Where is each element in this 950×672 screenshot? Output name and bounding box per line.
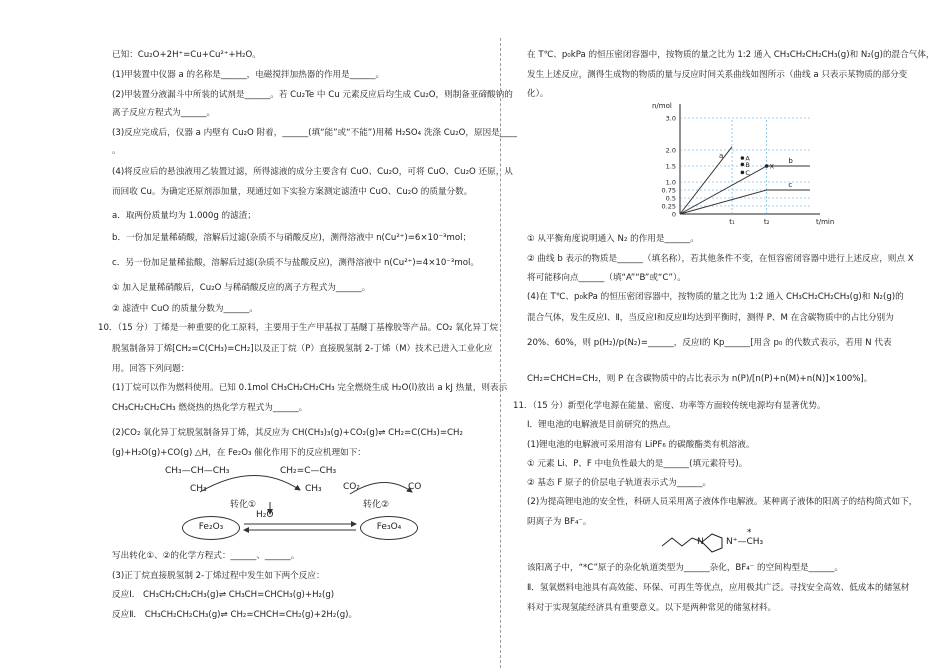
curve-label-c: c — [788, 181, 793, 189]
y-tick-label-5: 1.5 — [665, 162, 676, 171]
point-A — [741, 156, 745, 160]
r-intro-3: 化）。 — [527, 89, 549, 99]
column-divider — [500, 38, 501, 668]
isobutane-branch: CH₃ — [190, 484, 207, 494]
water-label: H₂O — [256, 510, 274, 520]
r-intro-2: 发生上述反应，测得生成物的物质的量与反应时间关系曲线如图所示（曲线 a 只表示某物质的部分变 — [527, 70, 908, 80]
mechanism-arrows — [160, 462, 460, 542]
series-c — [680, 190, 810, 214]
star-carbon-marker: * — [747, 528, 752, 538]
mechanism-diagram — [160, 462, 460, 542]
curve-label-b: b — [788, 157, 793, 165]
problem-11-q1b: ② 基态 F 原子的价层电子轨道表示式为______。 — [527, 478, 712, 488]
r-q2: ② 曲线 b 表示的物质是______（填名称），若其他条件不变，在恒容密闭容器中进行上述反应，则点 X — [527, 254, 914, 264]
y-tick-label-0: 0 — [671, 210, 676, 219]
question-3-cont: 。 — [112, 146, 121, 156]
question-4: (4)将反应后的悬浊液用乙装置过滤，所得滤液的成分主要含有 CuO、Cu₂O，可将 CuO、Cu₂O 还原，从 — [112, 167, 513, 177]
x-tick-label-0: t₁ — [729, 218, 735, 226]
y-tick-label-1: 0.25 — [661, 202, 676, 211]
y-tick-label-7: 3.0 — [665, 114, 676, 123]
ionic-liquid-structure — [660, 528, 800, 558]
isobutene-branch: CH₃ — [305, 484, 322, 494]
sub-question-2: ② 滤渣中 CuO 的质量分数为______。 — [112, 304, 258, 314]
question-4-cont: 而回收 Cu。为确定还原剂添加量，现通过如下实验方案测定滤渣中 CuO、Cu₂O 的质量分数。 — [112, 187, 473, 197]
problem-11-q2-cont: 阴离子为 BF₄⁻。 — [527, 517, 592, 527]
isobutene-formula: CH₂=C—CH₃ — [280, 466, 337, 476]
r-q2-cont: 将可能移向点______（填“A”“B”或“C”）。 — [527, 273, 686, 283]
r-q4-formula: CH₂=CHCH=CH₂，则 P 在含碳物质中的占比表示为 n(P)/[n(P)+n(M)+n(N)]×100%]。 — [527, 374, 873, 384]
point-label-A: A — [745, 154, 750, 163]
y-tick-label-6: 2.0 — [665, 146, 676, 155]
problem-11-title: 11．（15 分）新型化学电源在能量、密度、功率等方面较传统电源均有显著优势。 — [513, 401, 826, 411]
problem-10-q3: (3)正丁烷直接脱氢制 2-丁烯过程中发生如下两个反应： — [112, 571, 325, 581]
question-3: (3)反应完成后，仪器 a 内壁有 Cu₂O 附着，______(填“能”或“不能”)用稀 H₂SO₄ 洗涤 Cu₂O，原因是____ — [112, 128, 517, 138]
problem-10-q1: (1)丁烷可以作为燃料使用。已知 0.1mol CH₃CH₂CH₂CH₃ 完全燃烧生成 H₂O(l)放出 a kJ 热量，则表示 — [112, 383, 508, 393]
problem-10-q2-task: 写出转化①、②的化学方程式：______、______。 — [112, 551, 300, 561]
point-label-C: C — [745, 168, 750, 177]
r-intro: 在 T℃、p₀kPa 的恒压密闭容器中，按物质的量之比为 1:2 通入 CH₃CH₂CH₂CH₃(g)和 N₂(g)的混合气体， — [527, 50, 935, 60]
co-label: CO — [408, 482, 422, 492]
series-a — [680, 147, 732, 214]
problem-11-q1a: ① 元素 Li、P、F 中电负性最大的是______(填元素符号)。 — [527, 459, 748, 469]
co2-label: CO₂ — [343, 482, 360, 492]
amount-time-graph — [635, 100, 835, 230]
point-X — [765, 164, 769, 168]
problem-11-part1: Ⅰ．锂电池的电解液是目前研究的热点。 — [527, 420, 676, 430]
question-2-cont: 离子反应方程式为______。 — [112, 108, 216, 118]
isobutane-formula: CH₃—CH—CH₃ — [165, 466, 230, 476]
problem-10-q2-cont: (g)+H₂O(g)+CO(g) △H，在 Fe₂O₃ 催化作用下的反应机理如下： — [112, 448, 366, 458]
problem-10-q1-cont: CH₃CH₂CH₂CH₃ 燃烧热的热化学方程式为______。 — [112, 403, 308, 413]
reaction-2: 反应Ⅱ． CH₃CH₂CH₂CH₃(g)⇌ CH₂=CHCH=CH₂(g)+2H₂(g)。 — [112, 610, 358, 620]
problem-11-part2: Ⅱ．氢氧燃料电池具有高效能、环保、可再生等优点，应用极其广泛。寻找安全高效、低成本的储氢材 — [527, 583, 910, 593]
ring-nitrogen: N — [697, 537, 704, 547]
x-tick-label-1: t₂ — [763, 218, 770, 226]
sub-question-1: ① 加入足量稀硝酸后，Cu₂O 与稀硝酸反应的离子方程式为______。 — [112, 283, 371, 293]
oxide-fe3o4: Fe₃O₄ — [360, 516, 418, 540]
problem-10-title: 10．（15 分）丁烯是一种重要的化工原料，主要用于生产甲基叔丁基醚丁基橡胶等产品。CO₂ 氧化异丁烷 — [98, 323, 499, 333]
oxide-fe2o3: Fe₂O₃ — [182, 516, 240, 540]
point-label-B: B — [745, 160, 750, 169]
step2-label: 转化② — [363, 500, 390, 510]
problem-11-q2: (2)为提高锂电池的安全性，科研人员采用离子液体作电解液。某种离子液体的阳离子的结构简式如下， — [527, 497, 918, 507]
point-B — [741, 163, 745, 167]
reaction-1: 反应Ⅰ． CH₃CH₂CH₂CH₃(g)⇌ CH₃CH=CHCH₃(g)+H₂(g) — [112, 590, 335, 600]
question-1: (1)甲装置中仪器 a 的名称是______，电磁搅拌加热器的作用是______。 — [112, 70, 385, 80]
problem-10-q2: (2)CO₂ 氧化异丁烷脱氢制备异丁烯，其反应为 CH(CH₃)₃(g)+CO₂(g)⇌ CH₂=C(CH₃)=CH₂ — [112, 428, 463, 438]
problem-11-part2-cont: 料对于实现氢能经济具有重要意义。以下是两种常见的储氢材料。 — [527, 603, 777, 613]
y-axis-label: n/mol — [652, 102, 672, 110]
point-C — [741, 171, 745, 175]
problem-10-line2: 脱氢制备异丁烯[CH₂=C(CH₃)=CH₂]以及正丁烷（P）直接脱氢制 2-丁烯（M）技术已进入工业化应 — [112, 344, 493, 354]
step-c: c．另一份加足量稀盐酸，溶解后过滤(杂质不与盐酸反应)，测得溶液中 n(Cu²⁺)=4×10⁻³mol。 — [112, 258, 479, 268]
problem-11-q2-task: 该阳离子中，“*C”原子的杂化轨道类型为______杂化，BF₄⁻ 的空间构型是______。 — [527, 563, 843, 573]
step-b: b．一份加足量稀硝酸，溶解后过滤(杂质不与硝酸反应)，测得溶液中 n(Cu²⁺)=6×10⁻³mol； — [112, 233, 472, 243]
curve-label-a: a — [719, 152, 724, 160]
y-tick-label-2: 0.5 — [665, 194, 676, 203]
y-tick-label-4: 1.0 — [665, 178, 676, 187]
r-q4-ratio: 20%、60%，则 p(H₂)/p(N₂)=______，反应Ⅰ的 Kp______[用含 p₀ 的代数式表示，若用 N 代表 — [527, 338, 892, 348]
step1-label: 转化① — [230, 500, 257, 510]
point-label-X: X — [769, 162, 775, 171]
r-q1: ① 从平衡角度说明通入 N₂ 的作用是______。 — [527, 234, 699, 244]
problem-10-line3: 用。回答下列问题： — [112, 364, 190, 374]
problem-11-q1: (1)锂电池的电解液可采用溶有 LiPF₆ 的碳酸酯类有机溶液。 — [527, 440, 755, 450]
y-tick-label-3: 0.75 — [661, 186, 676, 195]
r-q4-cont: 混合气体，发生反应Ⅰ、Ⅱ，当反应Ⅰ和反应Ⅱ均达到平衡时，测得 P、M 在含碳物质中的占比分别为 — [527, 313, 894, 323]
step-a: a．取两份质量均为 1.000g 的滤渣； — [112, 211, 256, 221]
x-axis-label: t/min — [816, 218, 835, 226]
question-2: (2)甲装置分液漏斗中所装的试剂是______。若 Cu₂Te 中 Cu 元素反应后均生成 Cu₂O，则制备亚碲酸钠的 — [112, 90, 513, 100]
r-q4: (4)在 T℃、p₀kPa 的恒压密闭容器中，按物质的量之比为 1:2 通入 CH₃CH₂CH₂CH₃(g)和 N₂(g)的 — [527, 292, 904, 302]
given-equation: 已知：Cu₂O+2H⁺=Cu+Cu²⁺+H₂O。 — [112, 50, 261, 60]
methyl-group: N⁺—CH₃ — [726, 537, 764, 547]
